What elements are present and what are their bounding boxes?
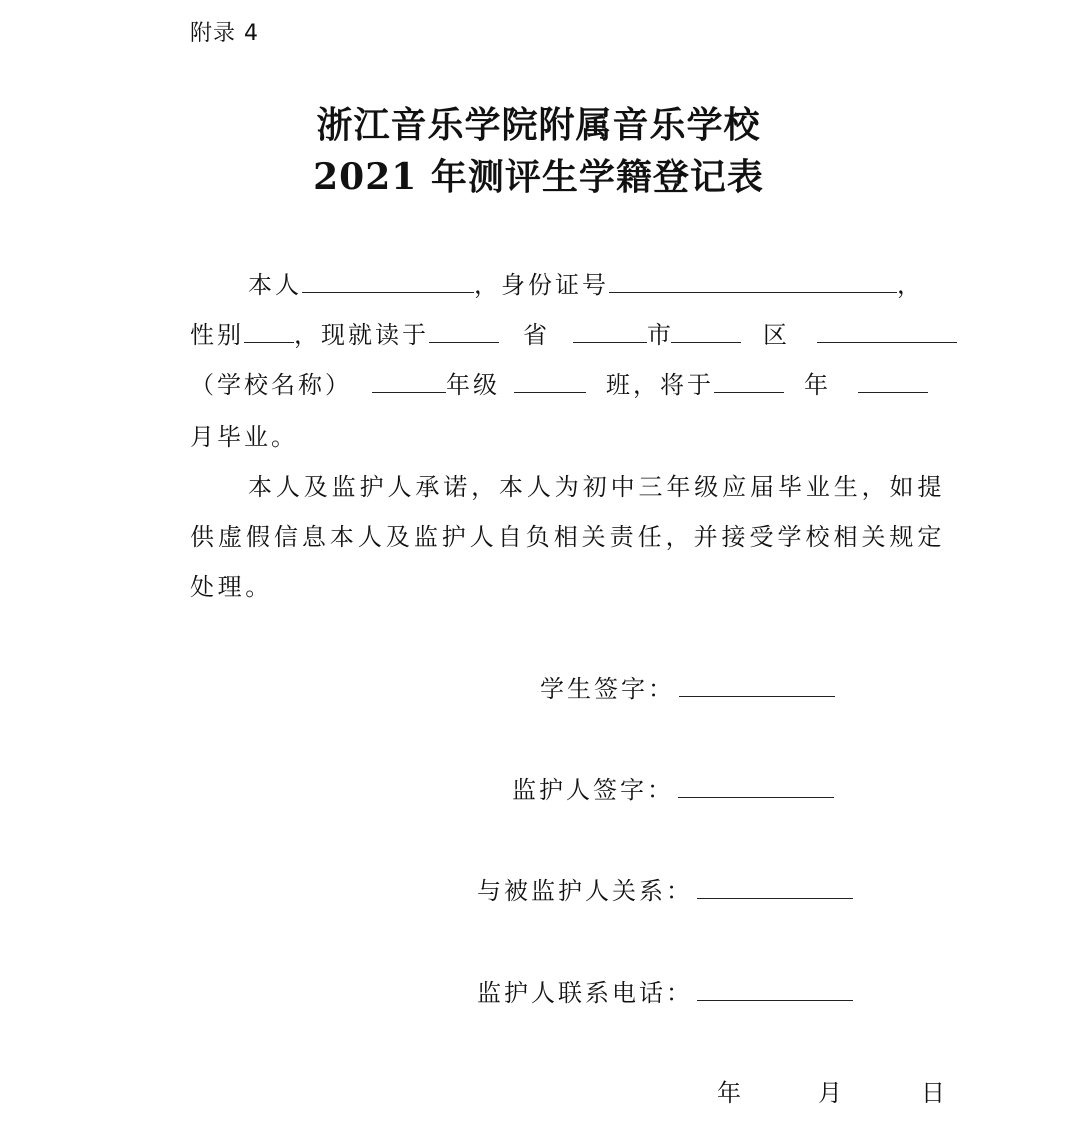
grade-blank[interactable] [372, 391, 446, 393]
district-blank[interactable] [671, 341, 741, 343]
province-label: 省 [523, 321, 547, 349]
class-blank[interactable] [514, 391, 586, 393]
form-line-name-id [248, 268, 1008, 302]
district-label: 区 [763, 321, 787, 349]
student-signature-blank[interactable] [679, 695, 835, 697]
id-label: ，身份证号 [474, 271, 609, 299]
id-number-blank[interactable] [609, 291, 897, 293]
comma: ， [897, 271, 924, 299]
form-line-gender-location [190, 318, 950, 352]
document-title: 浙江音乐学院附属音乐学校 [316, 104, 761, 146]
province-blank[interactable] [429, 341, 499, 343]
name-label: 本人 [248, 271, 302, 299]
guardian-signature-blank[interactable] [678, 796, 834, 798]
relationship-row [477, 874, 853, 908]
form-line-school-class [190, 368, 950, 402]
guardian-phone-row [477, 976, 853, 1010]
city-label: 市 [647, 321, 671, 349]
guardian-signature-row [512, 773, 834, 807]
gender-blank[interactable] [244, 341, 294, 343]
year-label: 年 [804, 371, 828, 399]
guardian-phone-label: 监护人联系电话： [477, 979, 693, 1007]
document-subtitle: 2021 年测评生学籍登记表 [313, 156, 764, 198]
relationship-label: 与被监护人关系： [477, 877, 693, 905]
grade-label: 年级 [446, 371, 500, 399]
gender-label: 性别 [190, 321, 244, 349]
relationship-blank[interactable] [697, 897, 853, 899]
name-blank[interactable] [302, 291, 474, 293]
school-name-label: （学校名称） [190, 371, 352, 399]
student-signature-label: 学生签字： [540, 675, 675, 703]
guardian-signature-label: 监护人签字： [512, 776, 674, 804]
graduate-text: 月毕业。 [190, 423, 298, 451]
date-day-label: 日 [921, 1079, 945, 1107]
commitment-paragraph: 本人及监护人承诺，本人为初中三年级应届毕业生，如提供虚假信息本人及监护人自负相关责任，并接受学校相关规定处理。 [190, 473, 945, 601]
date-month-label: 月 [818, 1079, 842, 1107]
guardian-phone-blank[interactable] [697, 999, 853, 1001]
city-blank[interactable] [573, 341, 647, 343]
date-year-label: 年 [717, 1079, 741, 1107]
class-label: 班，将于 [606, 371, 714, 399]
form-line-graduate [190, 420, 950, 454]
studying-at-label: ，现就读于 [294, 321, 429, 349]
appendix-label: 附录 4 [190, 21, 259, 46]
student-signature-row [540, 672, 835, 706]
grad-year-blank[interactable] [714, 391, 784, 393]
district-name-blank[interactable] [817, 341, 957, 343]
grad-month-blank[interactable] [858, 391, 928, 393]
